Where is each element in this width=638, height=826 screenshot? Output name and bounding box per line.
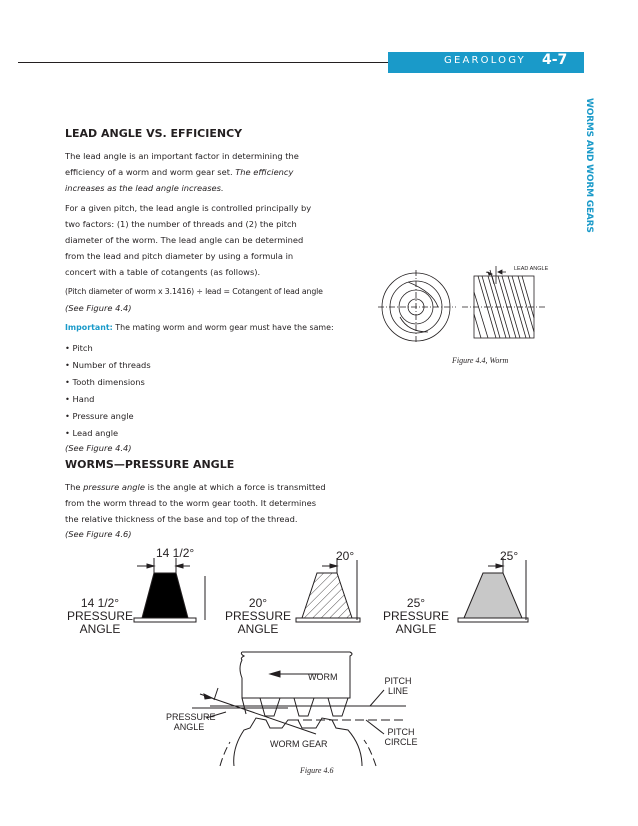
- profile-25-thread: [464, 573, 522, 618]
- pressure-line1-a: The: [65, 482, 81, 492]
- profile-3-angle: 25°: [406, 596, 426, 610]
- bullet-lead: • Lead angle: [65, 428, 119, 438]
- figure-4-6-caption: Figure 4.6: [300, 766, 334, 775]
- profile-2-word1: PRESSURE: [224, 609, 292, 623]
- profile-3-caption: [380, 597, 452, 636]
- page-number: 4-7: [542, 52, 568, 68]
- pressure-line3: the relative thickness of the base and top of the thread.: [65, 514, 298, 524]
- para1-italic-a: The efficiency: [235, 167, 294, 177]
- formula: (Pitch diameter of worm x 3.1416) ÷ lead = Cotangent of lead angle: [65, 287, 323, 296]
- bullet-pressure: • Pressure angle: [65, 411, 134, 421]
- bullets-ref: (See Figure 4.4): [65, 443, 132, 453]
- lead-angle-para1-line1: The lead angle is an important factor in determining the: [65, 151, 299, 161]
- important-text: The mating worm and worm gear must have the same:: [115, 323, 334, 332]
- pressure-angle-heading: WORMS—PRESSURE ANGLE: [65, 458, 235, 471]
- figure-4-4-worm: [378, 262, 568, 352]
- bullet-threads: • Number of threads: [65, 360, 151, 370]
- worm-label: WORM: [308, 672, 338, 682]
- profile-1-word2: ANGLE: [79, 622, 121, 636]
- worm-gear-label: WORM GEAR: [270, 739, 328, 749]
- profile-3-word1: PRESSURE: [382, 609, 450, 623]
- para1-text: efficiency of a worm and worm gear set.: [65, 167, 233, 177]
- pitch-circle-word1: PITCH: [387, 727, 415, 737]
- lead-angle-heading: LEAD ANGLE VS. EFFICIENCY: [65, 127, 243, 140]
- formula-ref: (See Figure 4.4): [65, 303, 132, 313]
- pressure-line1-b: is the angle at which a force is transmitted: [147, 482, 326, 492]
- profile-3-top-label: 25°: [500, 549, 519, 563]
- pitch-line-word2: LINE: [387, 686, 408, 696]
- pitch-circle-label: [380, 727, 422, 747]
- figure-4-4-caption: Figure 4.4, Worm: [452, 356, 509, 365]
- lead-angle-label: LEAD ANGLE: [514, 266, 549, 272]
- profile-1-caption: [64, 597, 136, 636]
- para2-line2: two factors: (1) the number of threads and (2) the pitch: [65, 219, 297, 229]
- profile-2-top-label: 20°: [336, 549, 355, 563]
- profile-3-word2: ANGLE: [395, 622, 437, 636]
- pitch-line-word1: PITCH: [384, 676, 412, 686]
- para2-line5: concert with a table of cotangents (as follows).: [65, 267, 261, 277]
- pitch-circle-word2: CIRCLE: [384, 737, 418, 747]
- pressure-word2: ANGLE: [173, 722, 205, 732]
- bullet-hand: • Hand: [65, 394, 95, 404]
- profile-1-top-label: 14 1/2°: [156, 546, 195, 560]
- profile-2-caption: [222, 597, 294, 636]
- bullet-pitch: • Pitch: [65, 343, 93, 353]
- pitch-line-label: [380, 676, 416, 696]
- lead-angle-para1-line2: [65, 164, 293, 180]
- profile-14-thread: [142, 573, 188, 618]
- pressure-line1: [65, 479, 326, 495]
- side-tab-label: WORMS AND WORM GEARS: [584, 98, 594, 233]
- important-line: [65, 320, 334, 336]
- profile-1-word1: PRESSURE: [66, 609, 134, 623]
- section-title: GEAROLOGY: [444, 55, 526, 66]
- para2-line4: from the lead and pitch diameter by using a formula in: [65, 251, 294, 261]
- pressure-angle-label: [166, 712, 216, 732]
- profile-20-thread: [302, 573, 352, 618]
- pressure-line2: from the worm thread to the worm gear tooth. It determines: [65, 498, 317, 508]
- pressure-italic: pressure angle: [83, 482, 145, 492]
- header-rule: [18, 62, 388, 63]
- pressure-ref: (See Figure 4.6): [65, 529, 132, 539]
- para2-line1: For a given pitch, the lead angle is controlled principally by: [65, 203, 312, 213]
- profile-1-angle: 14 1/2°: [80, 596, 120, 610]
- para2-line3: diameter of the worm. The lead angle can be determined: [65, 235, 304, 245]
- profile-2-angle: 20°: [248, 596, 268, 610]
- para1-italic-b: increases as the lead angle increases.: [65, 183, 224, 193]
- pressure-word1: PRESSURE: [166, 712, 216, 722]
- important-label: Important:: [65, 323, 113, 332]
- bullet-tooth: • Tooth dimensions: [65, 377, 145, 387]
- profile-2-word2: ANGLE: [237, 622, 279, 636]
